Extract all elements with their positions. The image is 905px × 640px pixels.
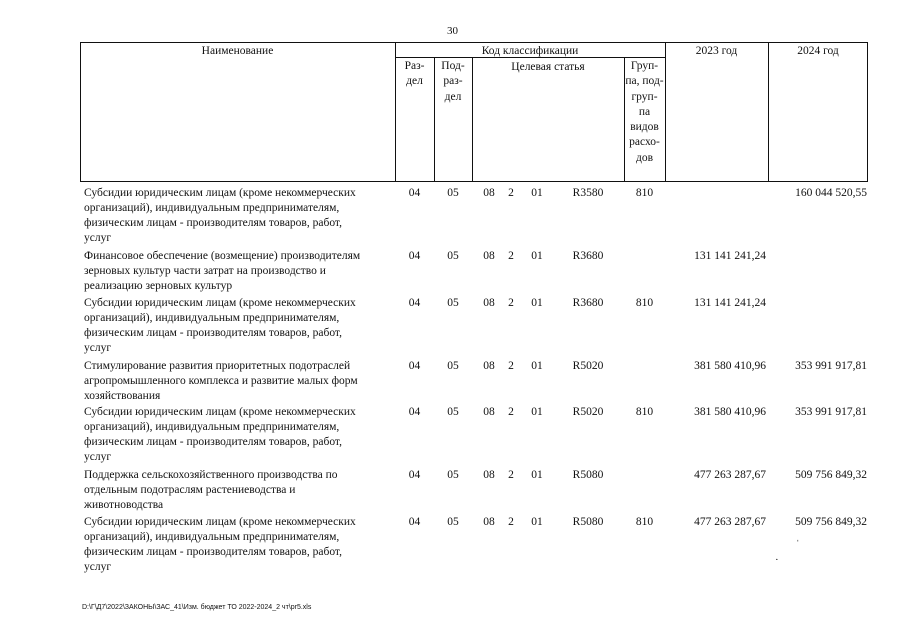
- row-target-event: 01: [531, 360, 543, 372]
- row-amount-2024: 353 991 917,81: [795, 360, 867, 372]
- row-target-code: R5020: [572, 406, 604, 418]
- row-name: Субсидии юридическим лицам (кроме некоммерческих организаций), индивидуальным предпринимателям, физическим лицам - производителям товаров, работ, услуг: [84, 297, 356, 354]
- header-divider: [665, 42, 666, 182]
- row-target-program: 08: [483, 297, 495, 309]
- row-target-event: 01: [531, 187, 543, 199]
- header-year-2024: 2024 год: [797, 45, 839, 57]
- row-section: 04: [408, 360, 421, 372]
- row-target-code: R3680: [572, 250, 604, 262]
- stray-mark: ˌ: [796, 530, 800, 542]
- row-name: Поддержка сельскохозяйственного производства по отдельным подотраслям растениеводства и животноводства: [84, 469, 338, 511]
- row-target-event: 01: [531, 297, 543, 309]
- row-section: 04: [408, 250, 421, 262]
- row-target-program: 08: [483, 516, 495, 528]
- row-target-event: 01: [531, 250, 543, 262]
- row-target-subprogram: 2: [508, 187, 514, 199]
- row-name: Субсидии юридическим лицам (кроме некоммерческих организаций), индивидуальным предпринимателям, физическим лицам - производителям товаров, работ, услуг: [84, 187, 356, 244]
- row-amount-2023: 477 263 287,67: [694, 516, 766, 528]
- row-expense-type: 810: [635, 406, 654, 418]
- row-subsection: 05: [447, 360, 459, 372]
- footer-file-path: D:\Г\Д7\2022\ЗАКОНЫ\ЗАС_41\Изм. бюджет ТО 2022-2024_2 чт\pr5.xls: [82, 604, 312, 611]
- header-left-border: [80, 42, 81, 182]
- row-expense-type: 810: [635, 297, 654, 309]
- header-target-article: Целевая статья: [511, 61, 585, 73]
- row-section: 04: [408, 297, 421, 309]
- row-amount-2023: 477 263 287,67: [694, 469, 766, 481]
- row-subsection: 05: [447, 516, 459, 528]
- row-target-event: 01: [531, 406, 543, 418]
- header-expense-group: Груп- па, под- груп- па видов расхо- дов: [625, 60, 664, 164]
- row-name: Субсидии юридическим лицам (кроме некоммерческих организаций), индивидуальным предпринимателям, физическим лицам - производителям товаров, работ, услуг: [84, 516, 356, 573]
- row-target-subprogram: 2: [508, 297, 514, 309]
- table-header: [80, 42, 868, 182]
- row-amount-2024: 353 991 917,81: [795, 406, 867, 418]
- row-amount-2024: 509 756 849,32: [795, 469, 867, 481]
- header-top-border: [80, 42, 868, 43]
- row-target-program: 08: [483, 360, 495, 372]
- row-section: 04: [408, 406, 421, 418]
- row-target-code: R5080: [572, 469, 604, 481]
- row-target-program: 08: [483, 469, 495, 481]
- header-year-2023: 2023 год: [695, 45, 738, 57]
- row-target-subprogram: 2: [508, 360, 514, 372]
- row-amount-2023: 381 580 410,96: [694, 360, 766, 372]
- row-amount-2024: 160 044 520,55: [795, 187, 867, 199]
- row-name: Субсидии юридическим лицам (кроме некоммерческих организаций), индивидуальным предпринимателям, физическим лицам - производителям товаров, работ, услуг: [84, 406, 356, 463]
- row-subsection: 05: [447, 187, 459, 199]
- header-subsection: Под- раз- дел: [441, 60, 465, 103]
- row-target-code: R3680: [572, 297, 604, 309]
- row-target-program: 08: [483, 250, 495, 262]
- row-target-subprogram: 2: [508, 250, 514, 262]
- row-subsection: 05: [447, 406, 459, 418]
- row-target-code: R3580: [572, 187, 604, 199]
- row-subsection: 05: [447, 250, 459, 262]
- row-target-program: 08: [483, 187, 495, 199]
- page-number: 30: [447, 25, 458, 37]
- row-amount-2023: 131 141 241,24: [694, 250, 766, 262]
- header-bottom-border: [80, 181, 868, 182]
- stray-mark: ·: [775, 554, 779, 566]
- row-expense-type: 810: [635, 187, 654, 199]
- row-section: 04: [408, 187, 421, 199]
- row-target-program: 08: [483, 406, 495, 418]
- header-right-border: [867, 42, 868, 182]
- row-target-subprogram: 2: [508, 406, 514, 418]
- row-subsection: 05: [447, 469, 459, 481]
- header-name: Наименование: [201, 45, 274, 57]
- row-target-event: 01: [531, 516, 543, 528]
- row-section: 04: [408, 469, 421, 481]
- row-section: 04: [408, 516, 421, 528]
- row-expense-type: 810: [635, 516, 654, 528]
- row-target-subprogram: 2: [508, 469, 514, 481]
- header-section: Раз- дел: [404, 60, 425, 88]
- row-target-event: 01: [531, 469, 543, 481]
- row-amount-2023: 131 141 241,24: [694, 297, 766, 309]
- row-target-subprogram: 2: [508, 516, 514, 528]
- row-name: Стимулирование развития приоритетных подотраслей агропромышленного комплекса и развитие малых форм хозяйствования: [84, 360, 358, 402]
- header-code-group: Код классификации: [481, 45, 579, 57]
- row-target-code: R5020: [572, 360, 604, 372]
- row-amount-2023: 381 580 410,96: [694, 406, 766, 418]
- row-name: Финансовое обеспечение (возмещение) производителям зерновых культур части затрат на производство и реализацию зерновых культур: [84, 250, 361, 292]
- header-divider: [472, 57, 473, 182]
- row-amount-2024: 509 756 849,32: [795, 516, 867, 528]
- header-divider: [768, 42, 769, 182]
- row-target-code: R5080: [572, 516, 604, 528]
- row-subsection: 05: [447, 297, 459, 309]
